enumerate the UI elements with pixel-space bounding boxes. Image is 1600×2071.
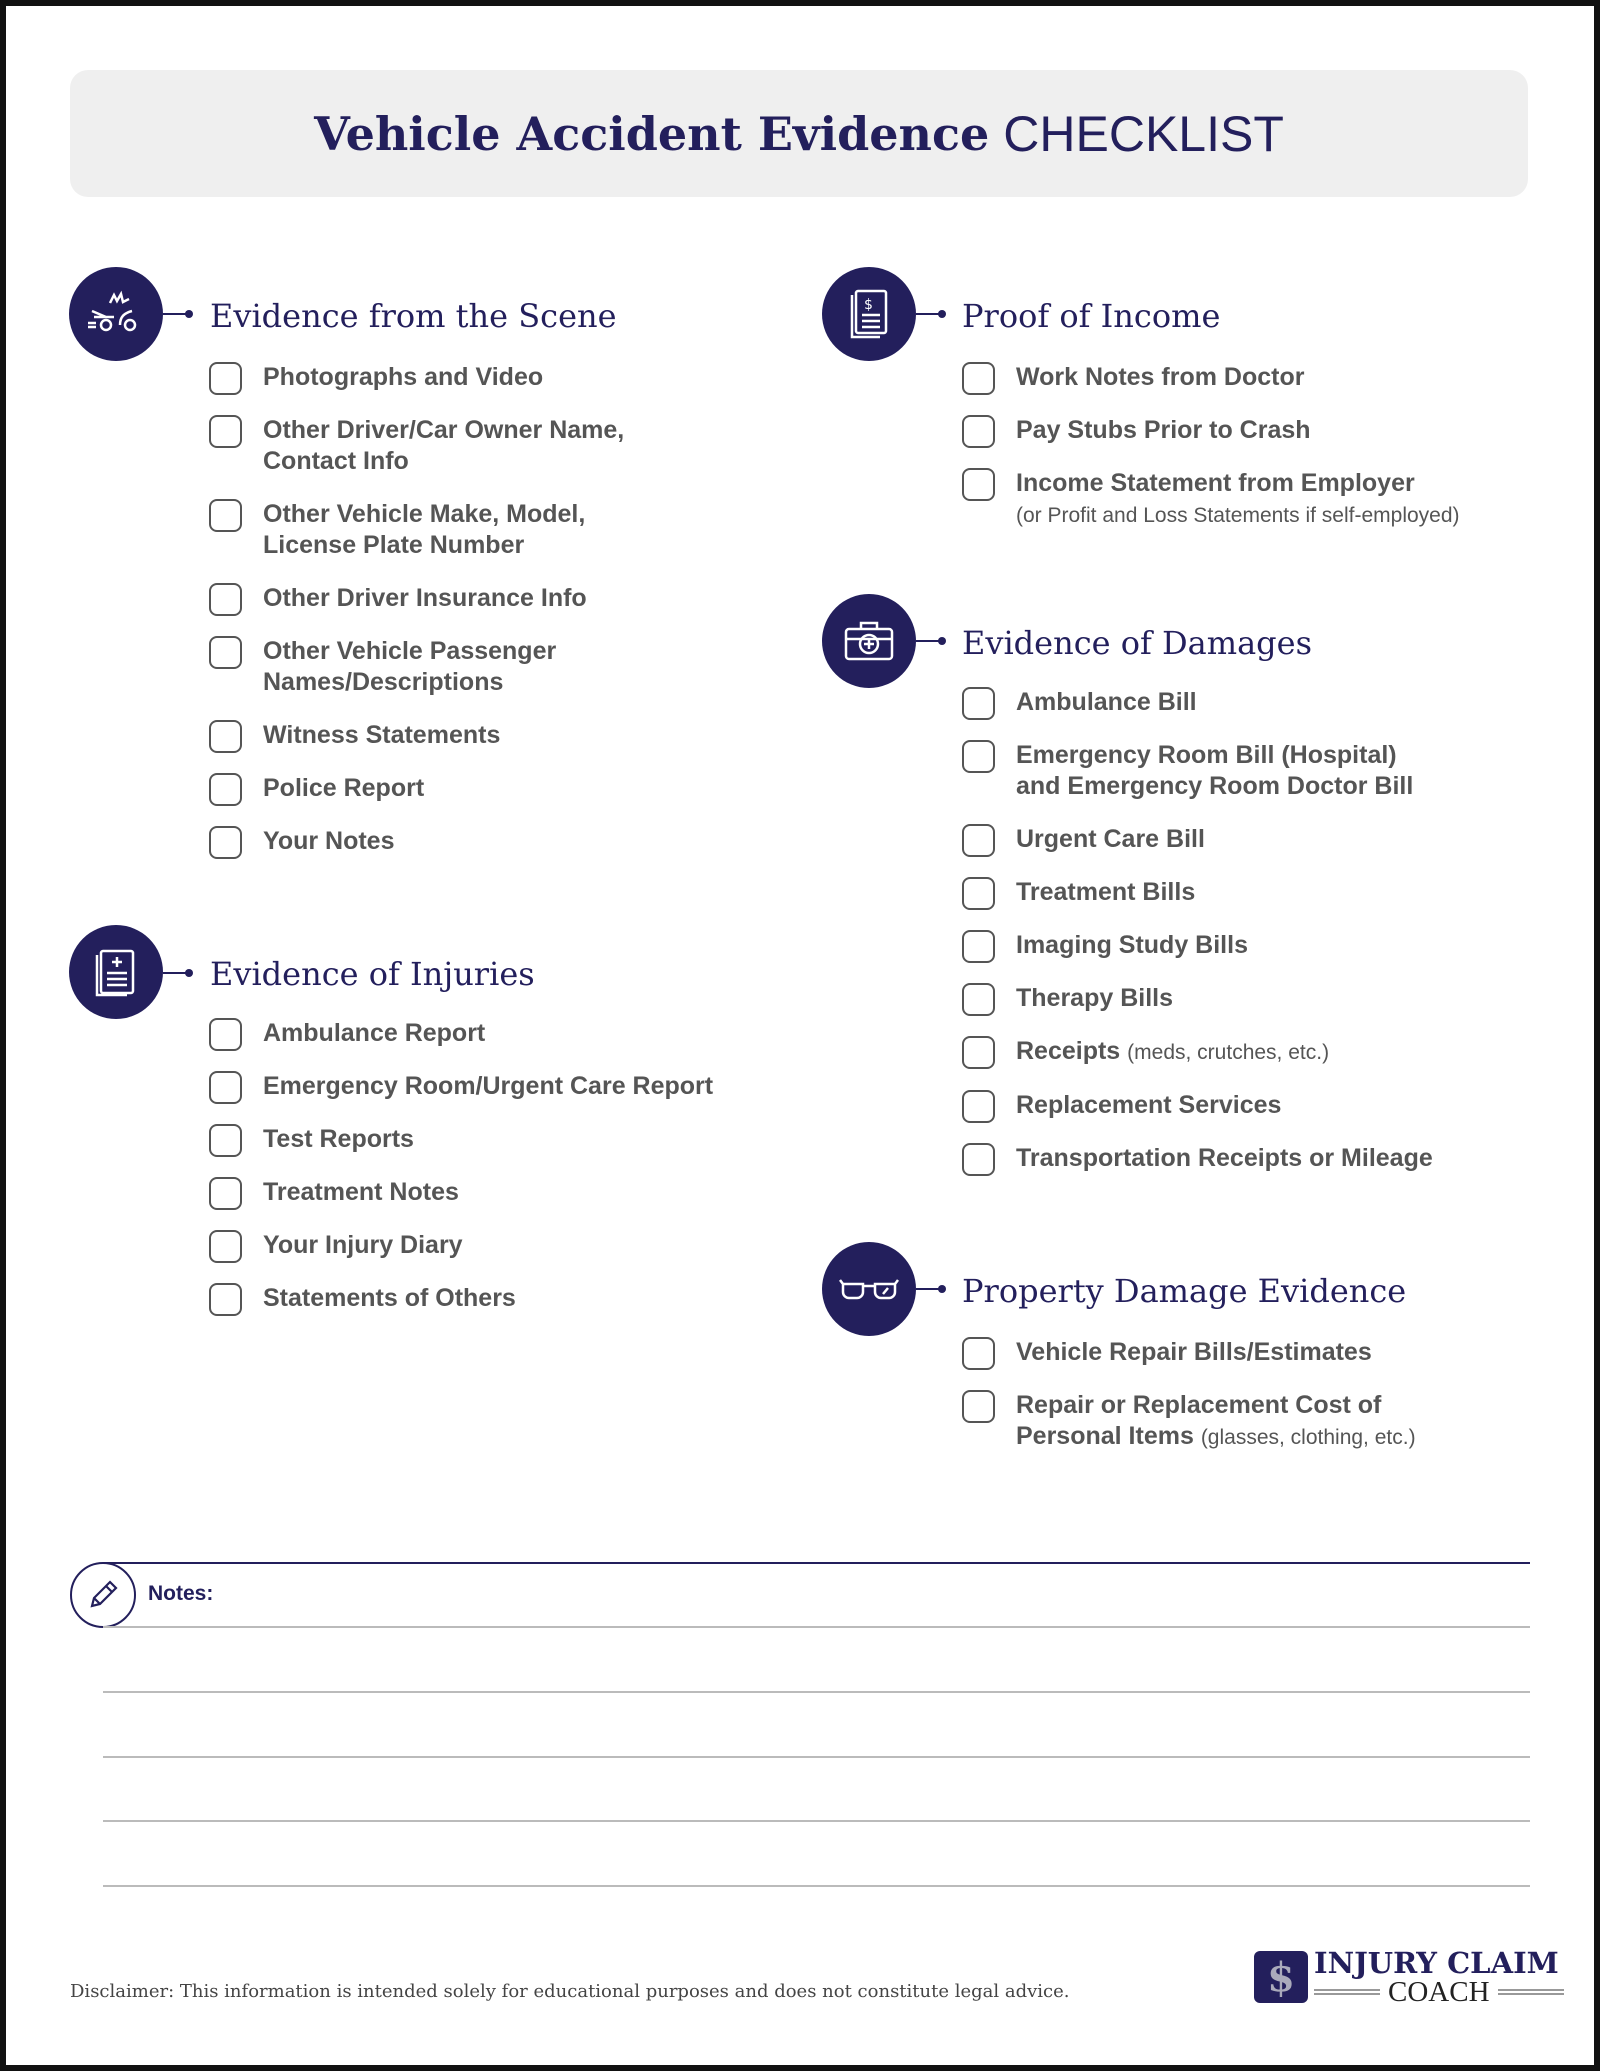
- connector: [916, 313, 942, 315]
- checklist-item[interactable]: Receipts (meds, crutches, etc.): [962, 1036, 1433, 1068]
- section-heading-property: Property Damage Evidence: [962, 1272, 1407, 1310]
- checklist-item[interactable]: Work Notes from Doctor: [962, 362, 1460, 393]
- notes-divider: [103, 1562, 1530, 1564]
- checkbox[interactable]: [209, 720, 242, 753]
- checklist-injuries: [209, 1018, 713, 1336]
- checklist-item[interactable]: Emergency Room Bill (Hospital) and Emergency Room Doctor Bill: [962, 740, 1433, 802]
- svg-text:$: $: [864, 297, 873, 313]
- checkbox[interactable]: [962, 740, 995, 773]
- checklist-item[interactable]: Treatment Bills: [962, 877, 1433, 908]
- car-crash-icon: [69, 267, 163, 361]
- checklist-property: [962, 1337, 1416, 1475]
- page-title: [70, 70, 1528, 197]
- checkbox[interactable]: [962, 877, 995, 910]
- section-heading-income: Proof of Income: [962, 297, 1221, 335]
- glasses-icon: [822, 1242, 916, 1336]
- checklist-item[interactable]: Ambulance Bill: [962, 687, 1433, 718]
- checkbox[interactable]: [209, 1124, 242, 1157]
- checklist-scene: [209, 362, 624, 879]
- medical-kit-icon: [822, 594, 916, 688]
- checkbox[interactable]: [962, 1036, 995, 1069]
- checkbox[interactable]: [209, 773, 242, 806]
- checklist-item[interactable]: Imaging Study Bills: [962, 930, 1433, 961]
- scales-logo-icon: $: [1254, 1951, 1308, 2003]
- checklist-item[interactable]: Ambulance Report: [209, 1018, 713, 1049]
- checklist-item[interactable]: Witness Statements: [209, 720, 624, 751]
- checkbox[interactable]: [209, 1071, 242, 1104]
- pay-document-icon: [822, 267, 916, 361]
- checkbox[interactable]: [209, 1283, 242, 1316]
- pencil-icon: [70, 1562, 136, 1628]
- checkbox[interactable]: [962, 824, 995, 857]
- checklist-item[interactable]: Your Injury Diary: [209, 1230, 713, 1261]
- notes-line[interactable]: [103, 1820, 1530, 1822]
- checkbox[interactable]: [209, 499, 242, 532]
- checkbox[interactable]: [209, 1177, 242, 1210]
- checkbox[interactable]: [962, 687, 995, 720]
- checklist-item[interactable]: Statements of Others: [209, 1283, 713, 1314]
- section-heading-scene: Evidence from the Scene: [210, 297, 617, 335]
- title-suffix: CHECKLIST: [1003, 105, 1284, 162]
- checkbox[interactable]: [209, 826, 242, 859]
- title-main: Vehicle Accident Evidence: [314, 106, 990, 161]
- connector: [916, 640, 942, 642]
- checkbox[interactable]: [209, 1018, 242, 1051]
- checkbox[interactable]: [962, 1090, 995, 1123]
- checkbox[interactable]: [962, 1337, 995, 1370]
- checklist-item[interactable]: Other Vehicle Make, Model, License Plate Number: [209, 499, 624, 561]
- checklist-item[interactable]: Other Vehicle Passenger Names/Descriptions: [209, 636, 624, 698]
- logo-line2: COACH: [1388, 1976, 1490, 2008]
- checkbox[interactable]: [209, 415, 242, 448]
- checkbox[interactable]: [209, 583, 242, 616]
- disclaimer: Disclaimer: This information is intended solely for educational purposes and does not constitute legal advice.: [70, 1981, 1070, 2002]
- checklist-item[interactable]: Test Reports: [209, 1124, 713, 1155]
- checklist-item[interactable]: Other Driver Insurance Info: [209, 583, 624, 614]
- checklist-item[interactable]: Income Statement from Employer (or Profit and Loss Statements if self-employed): [962, 468, 1460, 531]
- checklist-item[interactable]: Vehicle Repair Bills/Estimates: [962, 1337, 1416, 1368]
- connector: [916, 1288, 942, 1290]
- checkbox[interactable]: [962, 1390, 995, 1423]
- notes-label: Notes:: [148, 1582, 214, 1605]
- checklist-item[interactable]: Police Report: [209, 773, 624, 804]
- checklist-item[interactable]: Therapy Bills: [962, 983, 1433, 1014]
- checklist-item[interactable]: Replacement Services: [962, 1090, 1433, 1121]
- checklist-item[interactable]: Transportation Receipts or Mileage: [962, 1143, 1433, 1174]
- notes-line[interactable]: [103, 1626, 1530, 1628]
- checkbox[interactable]: [209, 636, 242, 669]
- checklist-item[interactable]: Pay Stubs Prior to Crash: [962, 415, 1460, 446]
- connector: [163, 972, 189, 974]
- checkbox[interactable]: [962, 1143, 995, 1176]
- checkbox[interactable]: [962, 468, 995, 501]
- medical-report-icon: [69, 925, 163, 1019]
- notes-line[interactable]: [103, 1756, 1530, 1758]
- checklist-item[interactable]: Emergency Room/Urgent Care Report: [209, 1071, 713, 1102]
- checklist-item[interactable]: Treatment Notes: [209, 1177, 713, 1208]
- checklist-income: [962, 362, 1460, 553]
- checklist-item[interactable]: Urgent Care Bill: [962, 824, 1433, 855]
- logo: [1254, 1948, 1564, 2006]
- checklist-item[interactable]: Photographs and Video: [209, 362, 624, 393]
- logo-line1: INJURY CLAIM: [1314, 1946, 1559, 1980]
- checklist-item[interactable]: Your Notes: [209, 826, 624, 857]
- checkbox[interactable]: [209, 1230, 242, 1263]
- notes-line[interactable]: [103, 1691, 1530, 1693]
- checkbox[interactable]: [962, 362, 995, 395]
- checkbox[interactable]: [962, 930, 995, 963]
- section-heading-damages: Evidence of Damages: [962, 624, 1313, 662]
- checklist-damages: [962, 687, 1433, 1196]
- connector: [163, 313, 189, 315]
- checkbox[interactable]: [962, 983, 995, 1016]
- checklist-item[interactable]: Other Driver/Car Owner Name, Contact Info: [209, 415, 624, 477]
- notes-line[interactable]: [103, 1885, 1530, 1887]
- checkbox[interactable]: [962, 415, 995, 448]
- checklist-item[interactable]: Repair or Replacement Cost of Personal Items (glasses, clothing, etc.): [962, 1390, 1416, 1453]
- section-heading-injuries: Evidence of Injuries: [210, 955, 535, 993]
- checkbox[interactable]: [209, 362, 242, 395]
